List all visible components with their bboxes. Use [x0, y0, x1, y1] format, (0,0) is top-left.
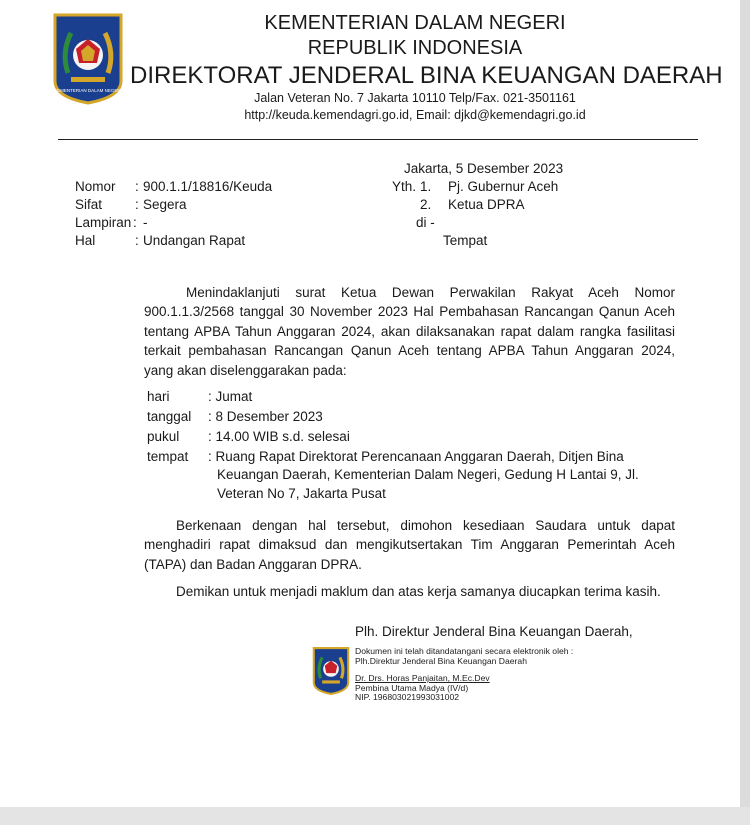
- signatory-rank: Pembina Utama Madya (IV/d): [355, 683, 469, 693]
- esign-emblem-logo: [312, 647, 350, 695]
- schedule-label-tempat: tempat: [147, 449, 189, 464]
- meta-sep-hal: :: [135, 233, 139, 248]
- para1-line: terkait pembahasan Rancangan Qanun Aceh tentang APBA Tahun Anggaran 2024,: [144, 343, 675, 359]
- meta-label-nomor: Nomor: [75, 179, 116, 194]
- para2-line: menghadiri rapat dimaksud dan mengikutsertakan Tim Anggaran Pemerintah Aceh: [144, 537, 675, 553]
- closing-sentence: Demikan untuk menjadi maklum dan atas kerja samanya diucapkan terima kasih.: [176, 584, 661, 599]
- meta-value-sifat: Segera: [143, 197, 187, 212]
- meta-sep-nomor: :: [135, 179, 139, 194]
- meta-label-hal: Hal: [75, 233, 96, 248]
- logo-caption: KEMENTERIAN DALAM NEGERI: [54, 88, 122, 93]
- para1-line: 900.1.1.3/2568 tanggal 30 November 2023 Hal Pembahasan Rancangan Qanun Aceh: [144, 304, 675, 320]
- contact-line: http://keuda.kemendagri.go.id, Email: djkd@kemendagri.go.id: [244, 108, 586, 122]
- signatory-nip: NIP. 196803021993031002: [355, 692, 460, 702]
- meta-sep-lampiran: :: [133, 215, 137, 230]
- schedule-value-tempat: : Ruang Rapat Direktorat Perencanaan Anggaran Daerah, Ditjen Bina: [208, 449, 624, 464]
- schedule-tempat-cont-1: Keuangan Daerah, Kementerian Dalam Negeri, Gedung H Lantai 9, Jl.: [217, 467, 639, 482]
- page-edge: [740, 0, 750, 825]
- schedule-label-pukul: pukul: [147, 429, 180, 444]
- schedule-label-hari: hari: [147, 389, 170, 404]
- kemendagri-emblem-logo: [53, 13, 123, 105]
- paragraph-request: [144, 516, 675, 574]
- recipient-yth: Yth.: [392, 179, 417, 194]
- meta-value-nomor: 900.1.1/18816/Keuda: [143, 179, 273, 194]
- recipient-tempat: Tempat: [443, 233, 488, 248]
- schedule-tempat-cont-2: Veteran No 7, Jakarta Pusat: [217, 486, 386, 501]
- page-bottom-margin: [0, 807, 750, 825]
- schedule-value-hari: : Jumat: [208, 389, 253, 404]
- schedule-label-tanggal: tanggal: [147, 409, 192, 424]
- meta-label-sifat: Sifat: [75, 197, 103, 212]
- meta-value-hal: Undangan Rapat: [143, 233, 246, 248]
- address-line: Jalan Veteran No. 7 Jakarta 10110 Telp/Fax. 021-3501161: [254, 91, 576, 105]
- recipient-name-1: Pj. Gubernur Aceh: [448, 179, 559, 194]
- meta-value-lampiran: -: [143, 215, 148, 230]
- paragraph-intro: [144, 283, 675, 380]
- signatory-title: Plh. Direktur Jenderal Bina Keuangan Daerah,: [355, 624, 633, 639]
- esign-note: Dokumen ini telah ditandatangani secara elektronik oleh :: [355, 646, 574, 656]
- place-date: Jakarta, 5 Desember 2023: [404, 161, 564, 176]
- meta-sep-sifat: :: [135, 197, 139, 212]
- para1-line: yang akan diselenggarakan pada:: [144, 362, 347, 378]
- meta-label-lampiran: Lampiran: [75, 215, 132, 230]
- recipient-num-1: 1.: [420, 179, 432, 194]
- recipient-num-2: 2.: [420, 197, 432, 212]
- schedule-value-tanggal: : 8 Desember 2023: [208, 409, 323, 424]
- para1-line: Menindaklanjuti surat Ketua Dewan Perwakilan Rakyat Aceh Nomor: [186, 285, 675, 300]
- esign-by: Plh.Direktur Jenderal Bina Keuangan Daerah: [355, 656, 527, 666]
- para2-line: (TAPA) dan Badan Anggaran DPRA.: [144, 556, 362, 572]
- country-name: REPUBLIK INDONESIA: [307, 37, 523, 59]
- para1-line: tentang APBA Tahun Anggaran 2024, akan dilaksanakan rapat dalam rangka fasilitasi: [144, 323, 675, 339]
- schedule-value-pukul: : 14.00 WIB s.d. selesai: [208, 429, 350, 444]
- directorate-name: DIREKTORAT JENDERAL BINA KEUANGAN DAERAH: [130, 62, 723, 89]
- recipient-di: di -: [416, 215, 435, 230]
- recipient-name-2: Ketua DPRA: [448, 197, 525, 212]
- para2-line: Berkenaan dengan hal tersebut, dimohon kesediaan Saudara untuk dapat: [176, 518, 675, 533]
- ministry-name: KEMENTERIAN DALAM NEGERI: [264, 12, 566, 34]
- signatory-name: Dr. Drs. Horas Panjaitan, M.Ec.Dev: [355, 673, 490, 683]
- letterhead-divider: [58, 139, 698, 140]
